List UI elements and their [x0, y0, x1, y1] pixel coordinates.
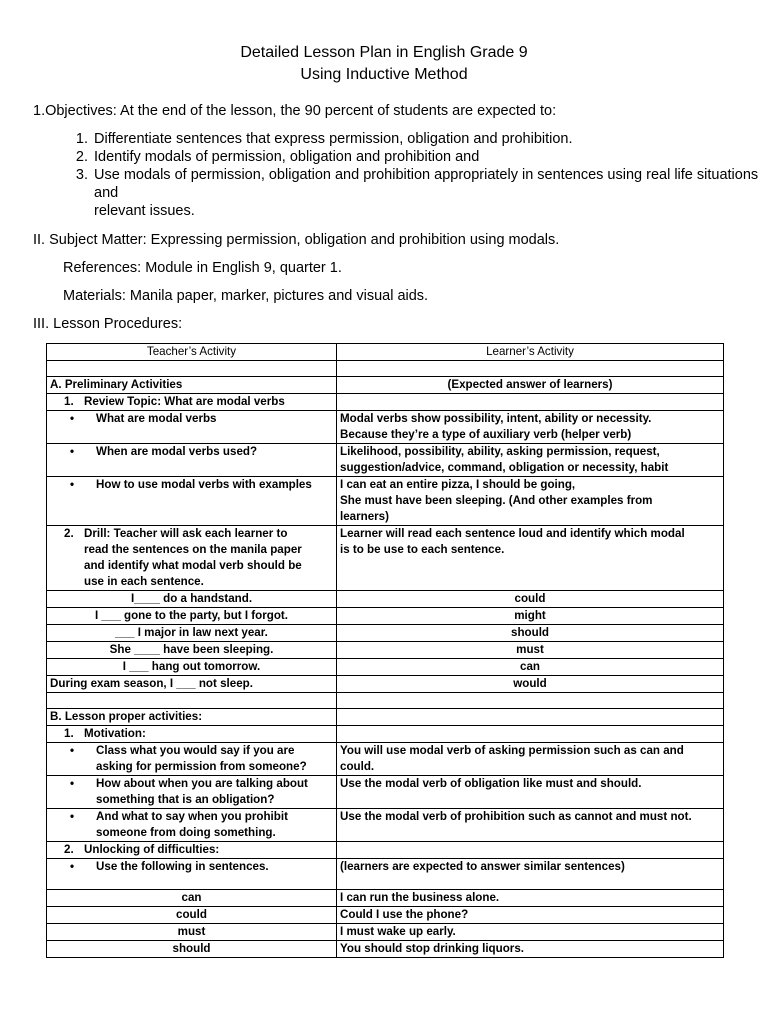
table-row — [47, 444, 724, 477]
answer-line: You will use modal verb of asking permission such as can and — [340, 744, 684, 757]
drill-answer: must — [337, 642, 724, 659]
list-number: 2. — [64, 527, 74, 540]
bullet-icon: • — [70, 777, 75, 790]
table-row — [47, 709, 724, 726]
modal-example: I can run the business alone. — [337, 890, 724, 907]
question-line: Class what you would say if you are — [96, 744, 295, 757]
drill-sentence: I ___ hang out tomorrow. — [47, 659, 337, 676]
answer-line: Likelihood, possibility, ability, asking permission, request, — [340, 445, 660, 458]
document-subtitle: Using Inductive Method — [300, 66, 468, 83]
table-row — [47, 842, 724, 859]
instruction-text: Use the following in sentences. — [96, 860, 269, 873]
objectives-list — [46, 130, 768, 220]
table-row — [47, 411, 724, 444]
table-row — [47, 526, 724, 591]
answer-line: She must have been sleeping. (And other examples from — [340, 494, 653, 507]
table-row — [47, 859, 724, 890]
materials: Materials: Manila paper, marker, pictures and visual aids. — [63, 288, 429, 304]
objective-item: 1. Differentiate sentences that express permission, obligation and prohibition. — [92, 130, 768, 148]
list-number: 1. — [64, 727, 74, 740]
modal-example: Could I use the phone? — [337, 907, 724, 924]
objectives-intro: 1.Objectives: At the end of the lesson, the 90 percent of students are expected to: — [33, 103, 557, 119]
drill-answer: would — [337, 676, 724, 693]
modal-example: I must wake up early. — [337, 924, 724, 941]
lesson-procedures-heading: III. Lesson Procedures: — [33, 316, 183, 332]
review-topic: Review Topic: What are modal verbs — [84, 395, 285, 408]
question-line: How about when you are talking about — [96, 777, 308, 790]
table-header-row — [47, 344, 724, 361]
answer-line: Use the modal verb of prohibition such as cannot and must not. — [337, 809, 724, 842]
table-row — [47, 591, 724, 608]
table-row — [47, 743, 724, 776]
objective-item-text: Use modals of permission, obligation and prohibition appropriately in sentences using real life situations and — [94, 167, 759, 201]
drill-answer: might — [337, 608, 724, 625]
drill-sentence: I____ do a handstand. — [47, 591, 337, 608]
table-row — [47, 776, 724, 809]
answer-line: Modal verbs show possibility, intent, ability or necessity. — [340, 412, 652, 425]
table-row — [47, 659, 724, 676]
table-row — [47, 377, 724, 394]
drill-sentence: She ____ have been sleeping. — [47, 642, 337, 659]
question-text: How to use modal verbs with examples — [96, 478, 312, 491]
drill-answer: should — [337, 625, 724, 642]
table-row — [47, 477, 724, 526]
drill-line: Drill: Teacher will ask each learner to — [84, 527, 288, 540]
answer-line: Use the modal verb of obligation like must and should. — [337, 776, 724, 809]
table-row — [47, 361, 724, 377]
question-text: When are modal verbs used? — [96, 445, 258, 458]
modal-word: can — [47, 890, 337, 907]
lesson-proper-label: B. Lesson proper activities: — [47, 709, 337, 726]
drill-sentence: ___ I major in law next year. — [47, 625, 337, 642]
bullet-icon: • — [70, 445, 75, 458]
table-row — [47, 941, 724, 958]
bullet-icon: • — [70, 744, 75, 757]
answer-line: is to be use to each sentence. — [340, 543, 505, 556]
drill-line: use in each sentence. — [84, 575, 204, 588]
table-row — [47, 676, 724, 693]
table-row — [47, 890, 724, 907]
table-row — [47, 809, 724, 842]
question-line: someone from doing something. — [96, 826, 276, 839]
bullet-icon: • — [70, 478, 75, 491]
learner-activity-header: Learner’s Activity — [337, 344, 724, 361]
objective-item-continuation: relevant issues. — [94, 203, 195, 219]
question-line: And what to say when you prohibit — [96, 810, 288, 823]
table-row — [47, 625, 724, 642]
drill-answer: can — [337, 659, 724, 676]
modal-example: You should stop drinking liquors. — [337, 941, 724, 958]
question-line: asking for permission from someone? — [96, 760, 307, 773]
table-row — [47, 642, 724, 659]
answer-line: (learners are expected to answer similar sentences) — [337, 859, 724, 890]
bullet-icon: • — [70, 860, 75, 873]
drill-answer: could — [337, 591, 724, 608]
drill-line: and identify what modal verb should be — [84, 559, 302, 572]
table-row — [47, 726, 724, 743]
answer-line: learners) — [340, 510, 389, 523]
subject-matter: II. Subject Matter: Expressing permission, obligation and prohibition using modals. — [33, 232, 560, 248]
document-title: Detailed Lesson Plan in English Grade 9 — [240, 44, 528, 61]
answer-line: Because they’re a type of auxiliary verb (helper verb) — [340, 428, 632, 441]
bullet-icon: • — [70, 810, 75, 823]
motivation-label: Motivation: — [84, 727, 146, 740]
modal-word: must — [47, 924, 337, 941]
objective-item: 2. Identify modals of permission, obligation and prohibition and — [92, 148, 768, 166]
references: References: Module in English 9, quarter 1. — [63, 260, 342, 276]
objective-item — [92, 166, 768, 220]
lesson-procedures-table — [46, 343, 724, 958]
expected-answer-label: (Expected answer of learners) — [337, 377, 724, 394]
table-row — [47, 608, 724, 625]
drill-sentence: During exam season, I ___ not sleep. — [47, 676, 337, 693]
answer-line: could. — [340, 760, 375, 773]
list-number: 1. — [64, 395, 74, 408]
modal-word: could — [47, 907, 337, 924]
table-row — [47, 394, 724, 411]
table-row — [47, 693, 724, 709]
modal-word: should — [47, 941, 337, 958]
answer-line: suggestion/advice, command, obligation or necessity, habit — [340, 461, 669, 474]
bullet-icon: • — [70, 412, 75, 425]
question-text: What are modal verbs — [96, 412, 217, 425]
drill-line: read the sentences on the manila paper — [84, 543, 302, 556]
table-row — [47, 924, 724, 941]
table-row — [47, 907, 724, 924]
teacher-activity-header: Teacher’s Activity — [47, 344, 337, 361]
question-line: something that is an obligation? — [96, 793, 275, 806]
preliminary-activities-label: A. Preliminary Activities — [47, 377, 337, 394]
answer-line: Learner will read each sentence loud and identify which modal — [340, 527, 685, 540]
answer-line: I can eat an entire pizza, I should be going, — [340, 478, 576, 491]
unlocking-label: Unlocking of difficulties: — [84, 843, 220, 856]
drill-sentence: I ___ gone to the party, but I forgot. — [47, 608, 337, 625]
list-number: 2. — [64, 843, 74, 856]
